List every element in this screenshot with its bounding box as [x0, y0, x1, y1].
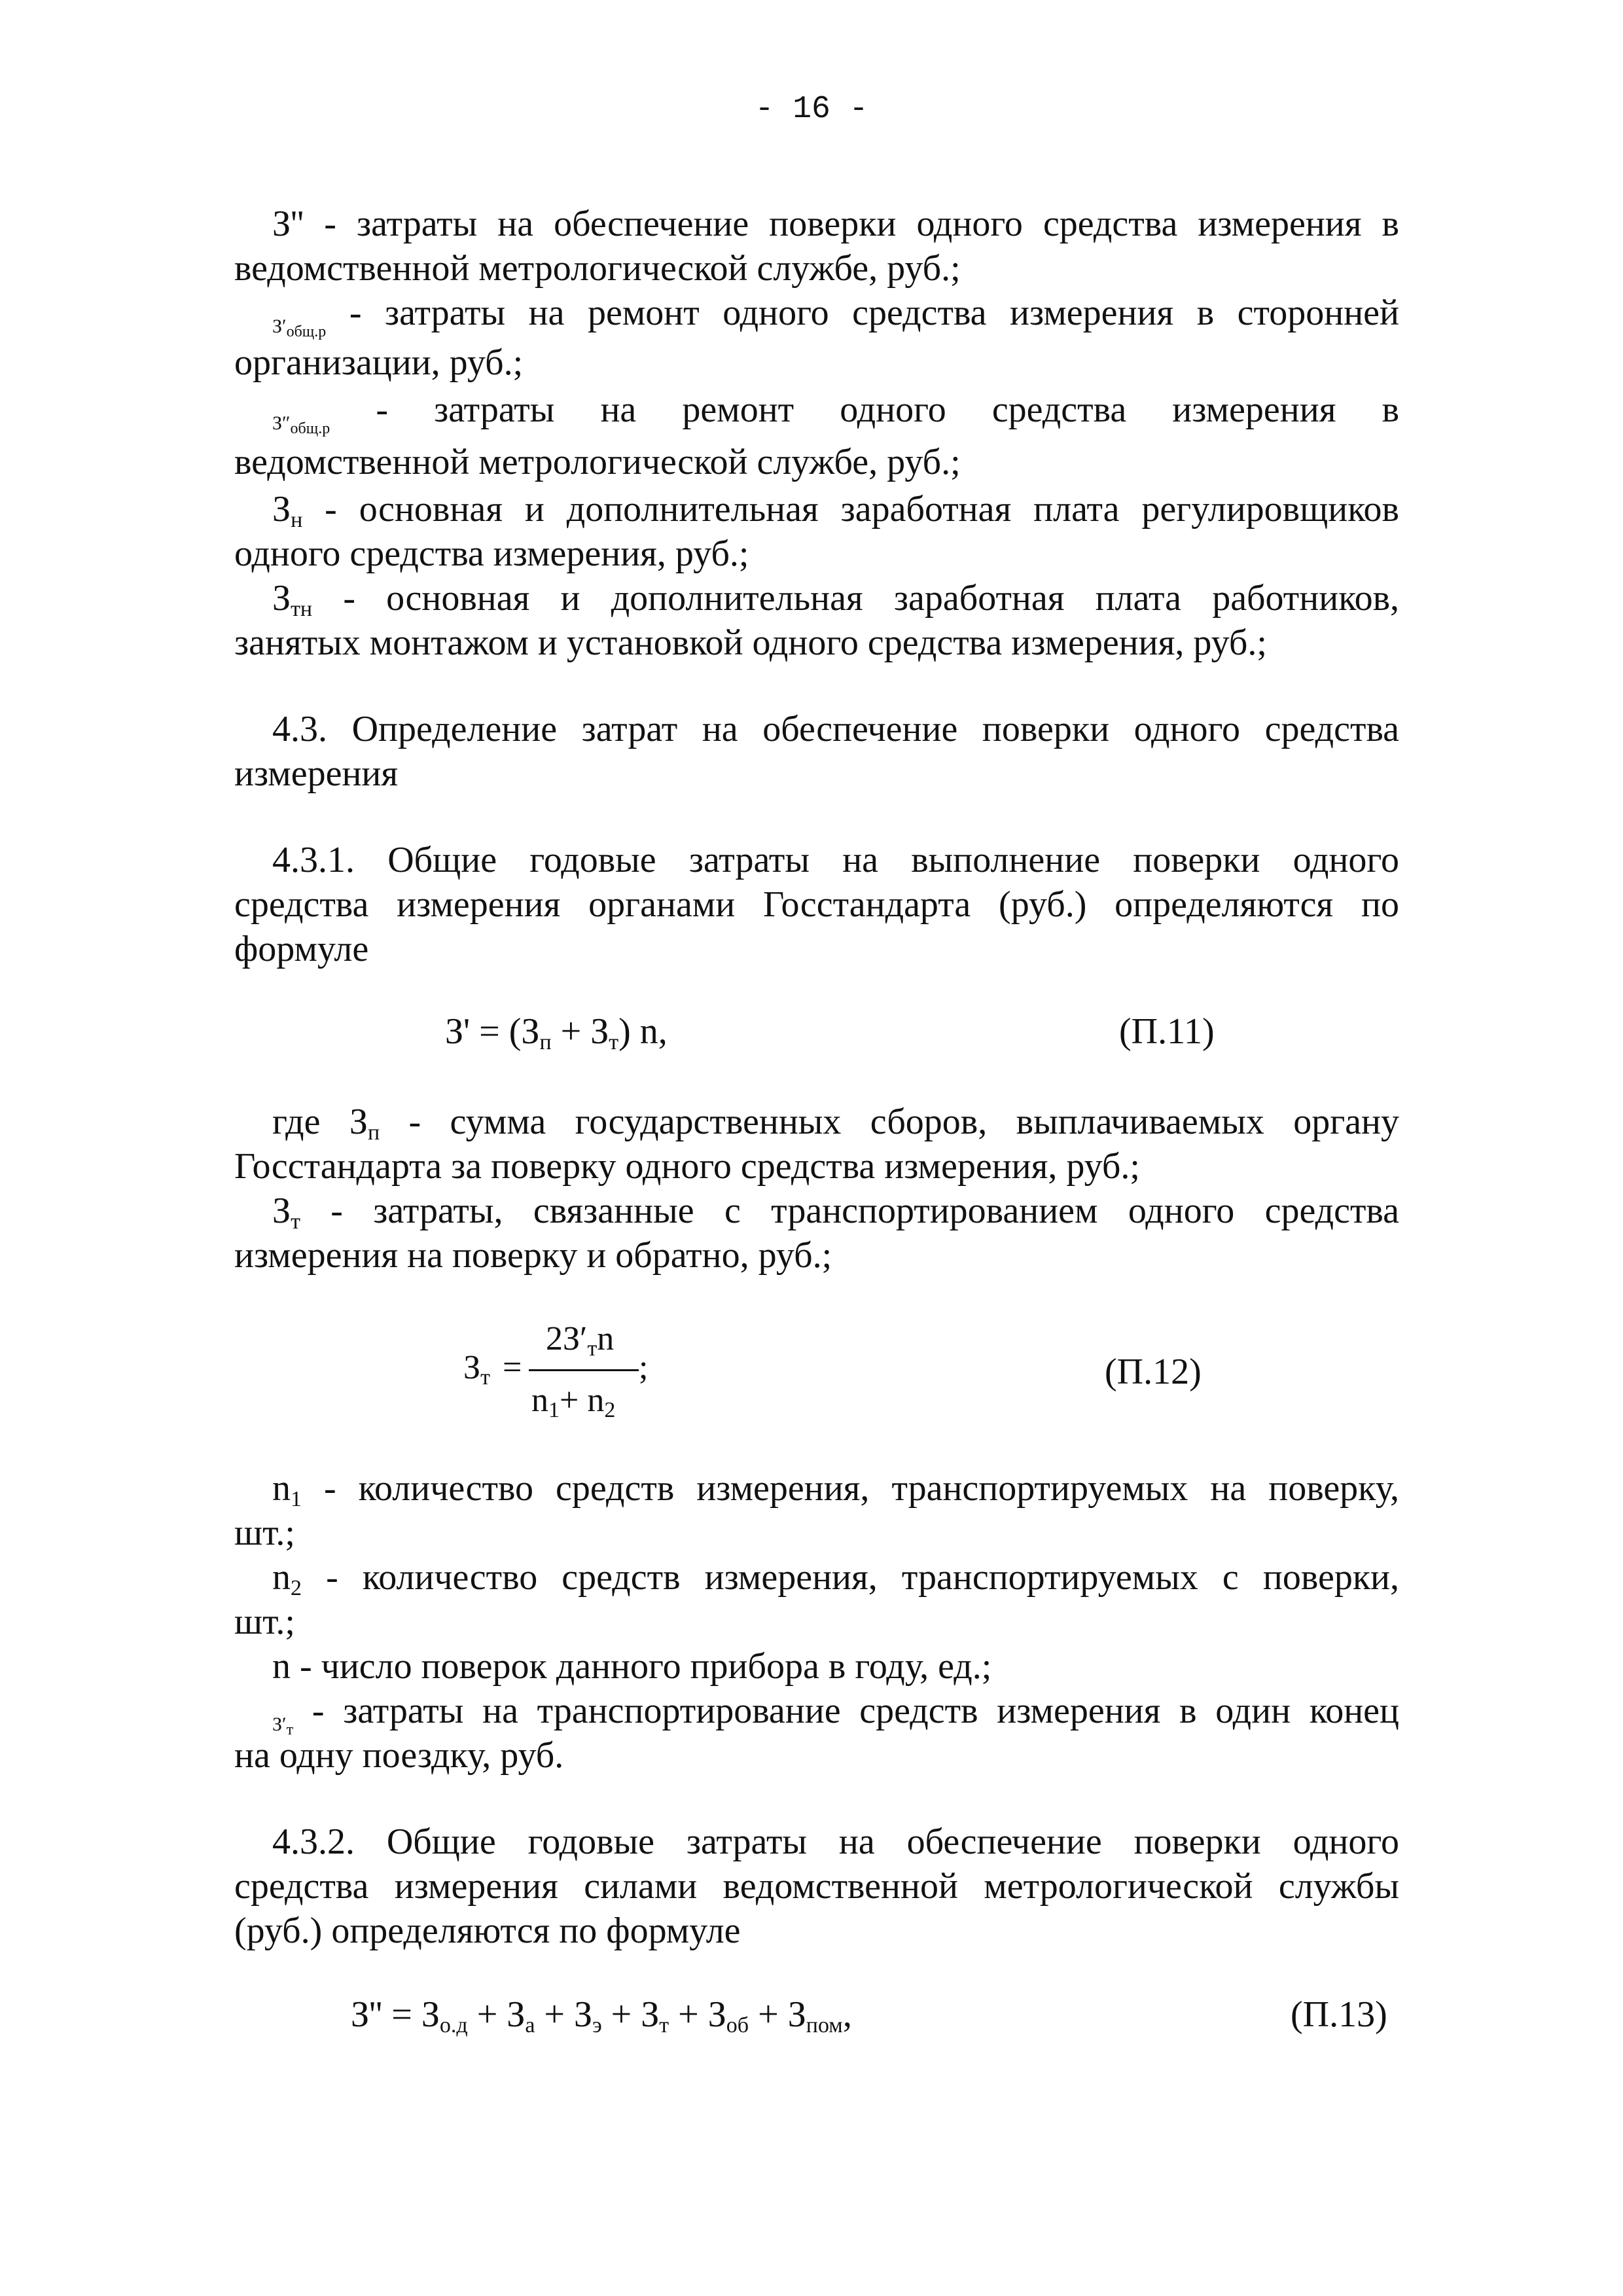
var-n2-cont: шт.;	[234, 1602, 295, 1642]
formula-12-denominator: $n_1+ n_2$	[531, 1382, 616, 1422]
section-4-3-1-line1: 4.3.1. Общие годовые затраты на выполнение поверки одного	[272, 840, 1399, 880]
definition-z-obsch-r2	[234, 387, 1399, 439]
formula-12-fraction-bar	[529, 1369, 639, 1371]
definition-ztn-cont: занятых монтажом и установкой одного средства измерения, руб.;	[234, 622, 1267, 663]
formula-12-eq: =	[503, 1349, 522, 1386]
var-n1: $n_1$ - количество средств измерения, транспортируемых на поверку,	[272, 1468, 1399, 1511]
var-zt-prime: $_{З'т}$ - затраты на транспортирование средств измерения в один конец	[272, 1691, 1399, 1738]
definition-text: - затраты на ремонт одного средства измерения в сторонней	[349, 293, 1399, 333]
formula-11: $З' = (З_п + З_т)$ n,	[445, 1011, 668, 1054]
definition-text: - затраты на обеспечение поверки одного средства измерения в	[324, 204, 1399, 244]
definition-text: - основная и дополнительная заработная плата работников,	[343, 578, 1400, 619]
var-zt-prime-cont: на одну поездку, руб.	[234, 1735, 564, 1776]
formula-13-number: (П.13)	[1291, 1994, 1387, 2035]
symbol: З''	[272, 204, 304, 244]
definition-z2	[234, 202, 1399, 246]
definition-zn	[234, 487, 1399, 531]
definition-z-obsch-r1-cont: организации, руб.;	[234, 342, 524, 383]
section-4-3-2-line3: (руб.) определяются по формуле	[234, 1910, 741, 1951]
formula-12-lhs: $З_т$	[463, 1349, 490, 1390]
section-4-3-heading-cont: измерения	[234, 753, 399, 794]
section-4-3-heading: 4.3. Определение затрат на обеспечение поверки одного средства	[272, 709, 1399, 749]
section-4-3-1-line2: средства измерения органами Госстандарта (руб.) определяются по	[234, 884, 1399, 925]
page-number: - 16 -	[755, 92, 868, 127]
symbol: $З_н$	[272, 489, 303, 532]
definition-text: - основная и дополнительная заработная плата регулировщиков	[325, 489, 1400, 529]
where-zt-cont: измерения на поверку и обратно, руб.;	[234, 1235, 832, 1276]
var-n2: $n_2$ - количество средств измерения, транспортируемых с поверки,	[272, 1557, 1399, 1600]
formula-12-tail: ;	[639, 1349, 649, 1386]
where-zt: $З_т$ - затраты, связанные с транспортированием одного средства	[272, 1191, 1399, 1234]
symbol: З″общ.р	[272, 412, 330, 437]
definition-text: - затраты на ремонт одного средства измерения в	[376, 389, 1400, 430]
formula-13: $З'' = З_{о.д} + З_а + З_э + З_т + З_{об} + З_{пом}$,	[351, 1994, 852, 2037]
section-4-3-2-line1: 4.3.2. Общие годовые затраты на обеспечение поверки одного	[272, 1821, 1399, 1862]
symbol: З′общ.р	[272, 315, 327, 340]
symbol: $З_{тн}$	[272, 578, 313, 621]
formula-12-number: (П.12)	[1105, 1352, 1202, 1392]
definition-ztn	[234, 576, 1399, 620]
definition-zn-cont: одного средства измерения, руб.;	[234, 533, 749, 574]
definition-z-obsch-r2-cont: ведомственной метрологической службе, руб.;	[234, 442, 961, 482]
section-4-3-2-line2: средства измерения силами ведомственной метрологической службы	[234, 1866, 1399, 1907]
section-4-3-1-line3: формуле	[234, 929, 369, 969]
symbol: З′т	[272, 1713, 294, 1738]
formula-12-numerator: $2З'_тn$	[546, 1320, 615, 1361]
definition-z2-cont: ведомственной метрологической службе, руб.;	[234, 248, 961, 289]
var-n: n - число поверок данного прибора в году, ед.;	[272, 1646, 992, 1687]
where-zp-cont: Госстандарта за поверку одного средства измерения, руб.;	[234, 1146, 1140, 1187]
var-n1-cont: шт.;	[234, 1513, 295, 1553]
formula-11-number: (П.11)	[1119, 1011, 1215, 1052]
definition-z-obsch-r1	[234, 291, 1399, 342]
where-zp: где $З_п$ - сумма государственных сборов, выплачиваемых органу	[272, 1102, 1399, 1145]
